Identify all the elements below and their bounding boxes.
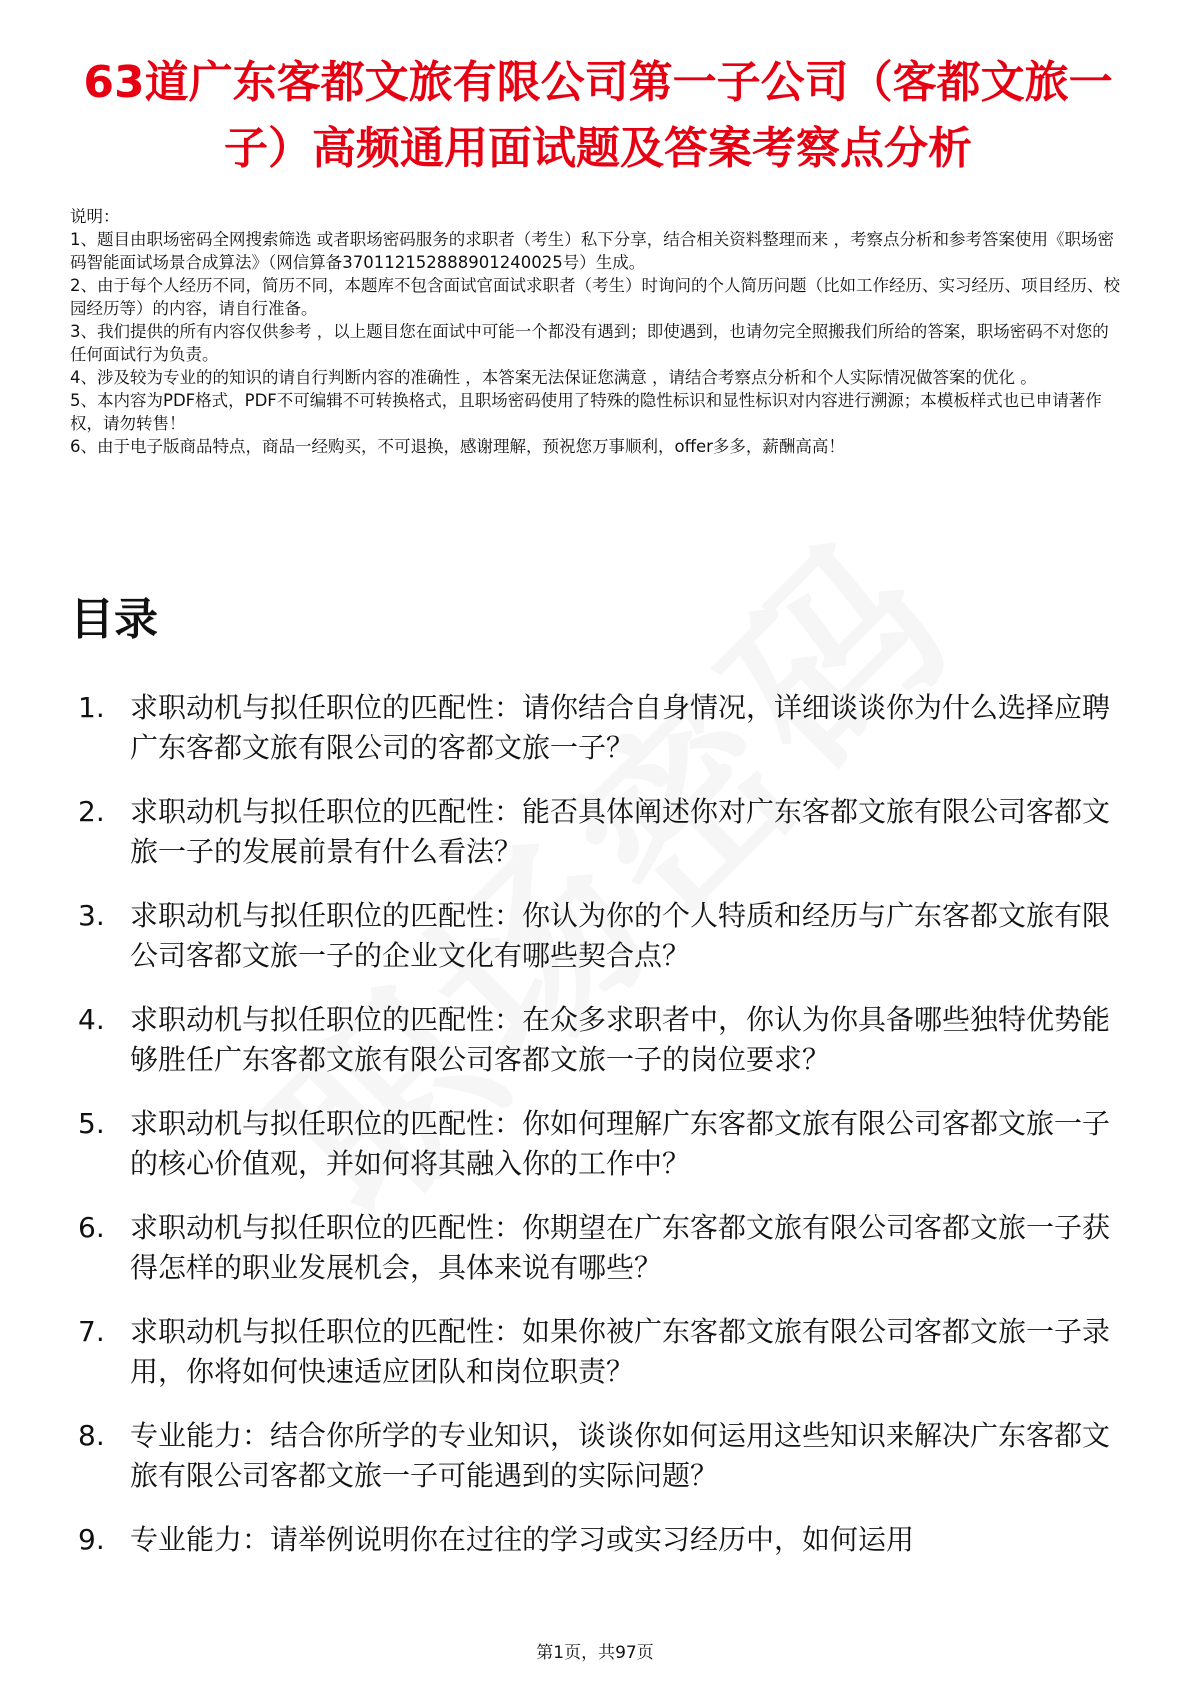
page-footer: 第1页，共97页: [536, 1643, 654, 1663]
toc-item-number: 3.: [78, 899, 105, 932]
toc-item-number: 7.: [78, 1315, 105, 1348]
toc-item-text: 求职动机与拟任职位的匹配性：在众多求职者中，你认为你具备哪些独特优势能够胜任广东客都文旅有限公司客都文旅一子的岗位要求？: [130, 1003, 1111, 1076]
toc-item-text: 专业能力：结合你所学的专业知识，谈谈你如何运用这些知识来解决广东客都文旅有限公司客都文旅一子可能遇到的实际问题？: [130, 1419, 1111, 1492]
toc-item[interactable]: [70, 896, 1120, 976]
toc-item-text: 专业能力：请举例说明你在过往的学习或实习经历中，如何运用: [130, 1523, 915, 1556]
toc-item[interactable]: [70, 1416, 1120, 1496]
toc-item-number: 1.: [78, 691, 105, 724]
toc-item-number: 4.: [78, 1003, 105, 1036]
toc-item-text: 求职动机与拟任职位的匹配性：如果你被广东客都文旅有限公司客都文旅一子录用，你将如何快速适应团队和岗位职责？: [130, 1315, 1111, 1388]
note-item: 3、我们提供的所有内容仅供参考 ，以上题目您在面试中可能一个都没有遇到；即使遇到，也请勿完全照搬我们所给的答案，职场密码不对您的任何面试行为负责。: [70, 322, 1109, 364]
toc-item[interactable]: [70, 1104, 1120, 1184]
toc-heading: 目录: [70, 594, 158, 645]
note-item: 6、由于电子版商品特点，商品一经购买，不可退换，感谢理解，预祝您万事顺利，offer多多，薪酬高高！: [70, 437, 845, 456]
toc-item-text: 求职动机与拟任职位的匹配性：能否具体阐述你对广东客都文旅有限公司客都文旅一子的发展前景有什么看法？: [130, 795, 1111, 868]
notes-section: [70, 205, 1120, 458]
toc-item-text: 求职动机与拟任职位的匹配性：你认为你的个人特质和经历与广东客都文旅有限公司客都文旅一子的企业文化有哪些契合点？: [130, 899, 1111, 972]
toc-list: [70, 688, 1120, 1584]
toc-item-text: 求职动机与拟任职位的匹配性：你如何理解广东客都文旅有限公司客都文旅一子的核心价值观，并如何将其融入你的工作中？: [130, 1107, 1111, 1180]
toc-item[interactable]: [70, 1000, 1120, 1080]
note-item: 1、题目由职场密码全网搜索筛选 或者职场密码服务的求职者（考生）私下分享，结合相关资料整理而来 ，考察点分析和参考答案使用《职场密码智能面试场景合成算法》（网信算备370112152888901240025号）生成。: [70, 230, 1114, 272]
toc-item-number: 2.: [78, 795, 105, 828]
note-item: 4、涉及较为专业的的知识的请自行判断内容的准确性 ，本答案无法保证您满意 ，请结合考察点分析和个人实际情况做答案的优化 。: [70, 368, 1037, 387]
toc-item[interactable]: [70, 792, 1120, 872]
toc-item[interactable]: [70, 1208, 1120, 1288]
toc-item[interactable]: [70, 1520, 1120, 1560]
note-item: 5、本内容为PDF格式，PDF不可编辑不可转换格式，且职场密码使用了特殊的隐性标识和显性标识对内容进行溯源；本模板样式也已申请著作权，请勿转售！: [70, 391, 1102, 433]
toc-item-number: 5.: [78, 1107, 105, 1140]
toc-item-number: 9.: [78, 1523, 105, 1556]
notes-heading: 说明：: [70, 207, 120, 226]
toc-item[interactable]: [70, 1312, 1120, 1392]
document-title: 63道广东客都文旅有限公司第一子公司（客都文旅一子）高频通用面试题及答案考察点分析: [83, 57, 1113, 174]
toc-item-number: 6.: [78, 1211, 105, 1244]
toc-item-text: 求职动机与拟任职位的匹配性：你期望在广东客都文旅有限公司客都文旅一子获得怎样的职业发展机会，具体来说有哪些？: [130, 1211, 1111, 1284]
note-item: 2、由于每个人经历不同，简历不同，本题库不包含面试官面试求职者（考生）时询问的个人简历问题（比如工作经历、实习经历、项目经历、校园经历等）的内容，请自行准备。: [70, 276, 1120, 318]
toc-item[interactable]: [70, 688, 1120, 768]
toc-item-number: 8.: [78, 1419, 105, 1452]
toc-item-text: 求职动机与拟任职位的匹配性：请你结合自身情况，详细谈谈你为什么选择应聘广东客都文旅有限公司的客都文旅一子？: [130, 691, 1111, 764]
